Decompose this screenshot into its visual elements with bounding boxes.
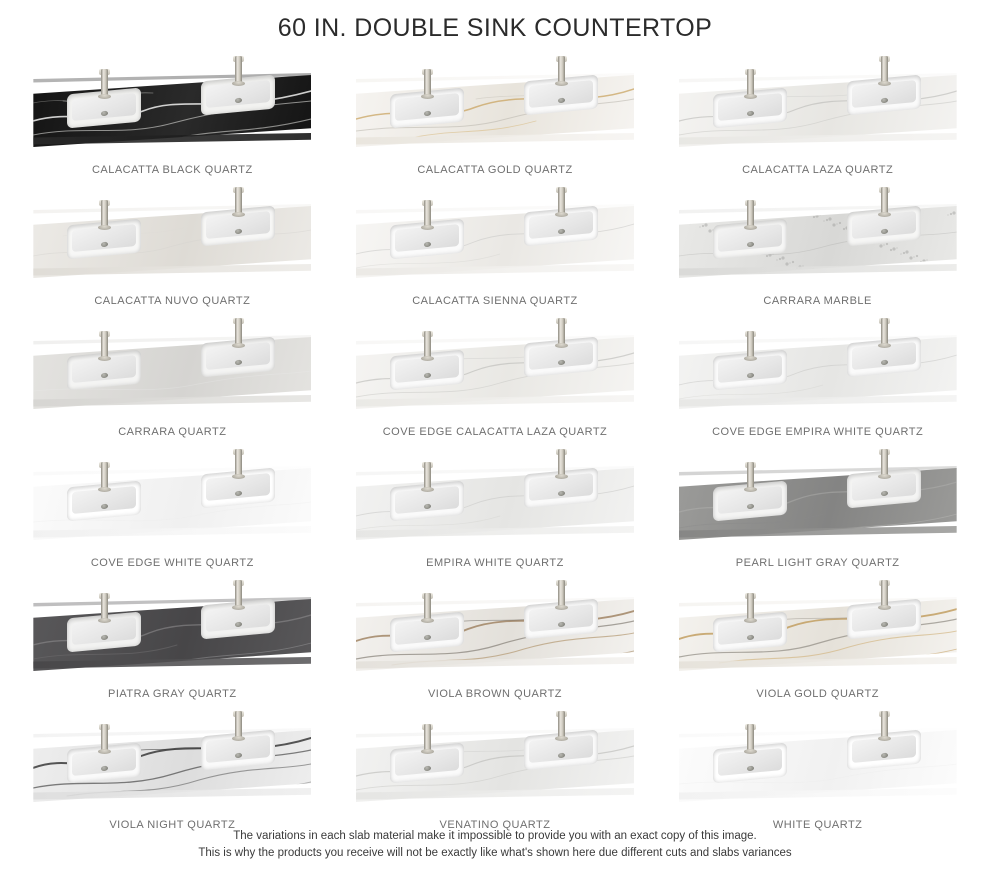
product-cell[interactable]	[14, 714, 331, 845]
product-label: CALACATTA BLACK QUARTZ	[91, 164, 253, 176]
countertop-thumbnail[interactable]	[679, 192, 957, 292]
drain-icon	[880, 490, 887, 496]
countertop-render	[679, 192, 957, 292]
product-cell[interactable]	[14, 321, 331, 452]
product-label: CALACATTA SIENNA QUARTZ	[412, 295, 578, 307]
product-label: COVE EDGE CALACATTA LAZA QUARTZ	[382, 426, 608, 438]
faucet-right-icon	[233, 711, 244, 741]
drain-icon	[880, 228, 887, 234]
page-title: 60 IN. DOUBLE SINK COUNTERTOP	[277, 14, 713, 42]
countertop-thumbnail[interactable]	[356, 61, 634, 161]
countertop-render	[356, 454, 634, 554]
product-cell[interactable]	[659, 452, 976, 583]
drain-icon	[746, 634, 753, 640]
countertop-render	[356, 585, 634, 685]
product-label: CALACATTA GOLD QUARTZ	[417, 164, 573, 176]
drain-icon	[880, 621, 887, 627]
faucet-right-icon	[556, 56, 567, 86]
product-cell[interactable]	[659, 583, 976, 714]
product-label: VENATINO QUARTZ	[439, 819, 551, 831]
product-cell[interactable]	[14, 583, 331, 714]
faucet-left-icon	[422, 724, 433, 754]
countertop-thumbnail[interactable]	[679, 61, 957, 161]
countertop-thumbnail[interactable]	[356, 192, 634, 292]
product-label: CARRARA MARBLE	[763, 295, 872, 307]
product-cell[interactable]	[659, 59, 976, 190]
drain-icon	[423, 241, 430, 247]
faucet-right-icon	[879, 56, 890, 86]
faucet-left-icon	[99, 593, 110, 623]
drain-icon	[880, 97, 887, 103]
faucet-left-icon	[422, 462, 433, 492]
countertop-render	[33, 585, 311, 685]
countertop-render	[356, 323, 634, 423]
countertop-thumbnail[interactable]	[356, 323, 634, 423]
faucet-right-icon	[233, 318, 244, 348]
drain-icon	[557, 490, 564, 496]
countertop-thumbnail[interactable]	[33, 192, 311, 292]
disclaimer	[0, 828, 990, 862]
product-cell[interactable]	[14, 59, 331, 190]
product-cell[interactable]	[14, 190, 331, 321]
countertop-thumbnail[interactable]	[679, 716, 957, 816]
faucet-left-icon	[422, 331, 433, 361]
drain-icon	[423, 110, 430, 116]
countertop-render	[33, 192, 311, 292]
countertop-thumbnail[interactable]	[33, 585, 311, 685]
faucet-left-icon	[745, 331, 756, 361]
faucet-left-icon	[745, 593, 756, 623]
countertop-thumbnail[interactable]	[679, 585, 957, 685]
countertop-render	[33, 323, 311, 423]
drain-icon	[746, 503, 753, 509]
countertop-thumbnail[interactable]	[33, 323, 311, 423]
product-label: VIOLA GOLD QUARTZ	[756, 688, 879, 700]
countertop-render	[33, 454, 311, 554]
faucet-right-icon	[879, 449, 890, 479]
countertop-render	[679, 454, 957, 554]
disclaimer-line-2: This is why the products you receive will not be exactly like what's shown here due different cuts and slabs variances	[198, 847, 792, 859]
countertop-thumbnail[interactable]	[679, 323, 957, 423]
product-label: VIOLA BROWN QUARTZ	[427, 688, 563, 700]
faucet-left-icon	[422, 593, 433, 623]
product-cell[interactable]	[14, 452, 331, 583]
drain-icon	[746, 765, 753, 771]
faucet-right-icon	[879, 711, 890, 741]
countertop-thumbnail[interactable]	[356, 716, 634, 816]
faucet-left-icon	[422, 69, 433, 99]
faucet-right-icon	[556, 580, 567, 610]
faucet-left-icon	[99, 69, 110, 99]
faucet-right-icon	[556, 711, 567, 741]
product-cell[interactable]	[659, 321, 976, 452]
countertop-render	[356, 192, 634, 292]
faucet-right-icon	[556, 187, 567, 217]
product-label: CALACATTA NUVO QUARTZ	[94, 295, 251, 307]
drain-icon	[746, 372, 753, 378]
drain-icon	[557, 228, 564, 234]
disclaimer-line-1: The variations in each slab material make it impossible to provide you with an exact copy of this image.	[233, 830, 757, 842]
product-label: CARRARA QUARTZ	[118, 426, 227, 438]
countertop-render	[679, 61, 957, 161]
countertop-thumbnail[interactable]	[33, 716, 311, 816]
product-label: COVE EDGE EMPIRA WHITE QUARTZ	[712, 426, 924, 438]
countertop-thumbnail[interactable]	[33, 61, 311, 161]
product-label: PEARL LIGHT GRAY QUARTZ	[735, 557, 900, 569]
faucet-right-icon	[879, 187, 890, 217]
product-label: EMPIRA WHITE QUARTZ	[426, 557, 564, 569]
countertop-render	[356, 716, 634, 816]
drain-icon	[557, 97, 564, 103]
drain-icon	[557, 752, 564, 758]
countertop-render	[679, 585, 957, 685]
faucet-left-icon	[745, 724, 756, 754]
drain-icon	[557, 621, 564, 627]
faucet-right-icon	[556, 449, 567, 479]
drain-icon	[746, 241, 753, 247]
faucet-left-icon	[745, 462, 756, 492]
product-label: VIOLA NIGHT QUARTZ	[109, 819, 236, 831]
product-label: PIATRA GRAY QUARTZ	[108, 688, 237, 700]
countertop-thumbnail[interactable]	[33, 454, 311, 554]
faucet-left-icon	[99, 462, 110, 492]
countertop-render	[33, 61, 311, 161]
drain-icon	[423, 634, 430, 640]
faucet-right-icon	[556, 318, 567, 348]
countertop-render	[33, 716, 311, 816]
drain-icon	[746, 110, 753, 116]
faucet-left-icon	[422, 200, 433, 230]
faucet-left-icon	[745, 69, 756, 99]
faucet-left-icon	[99, 200, 110, 230]
product-grid	[0, 59, 990, 845]
product-cell[interactable]	[337, 714, 654, 845]
countertop-render	[679, 323, 957, 423]
faucet-left-icon	[99, 331, 110, 361]
product-label: WHITE QUARTZ	[772, 819, 863, 831]
product-cell[interactable]	[659, 714, 976, 845]
drain-icon	[423, 503, 430, 509]
product-cell[interactable]	[337, 583, 654, 714]
faucet-right-icon	[879, 318, 890, 348]
drain-icon	[880, 359, 887, 365]
drain-icon	[423, 765, 430, 771]
countertop-thumbnail[interactable]	[356, 454, 634, 554]
drain-icon	[557, 359, 564, 365]
product-cell[interactable]	[337, 321, 654, 452]
drain-icon	[880, 752, 887, 758]
product-label: CALACATTA LAZA QUARTZ	[742, 164, 894, 176]
faucet-left-icon	[99, 724, 110, 754]
countertop-render	[679, 716, 957, 816]
faucet-right-icon	[233, 580, 244, 610]
product-cell[interactable]	[337, 59, 654, 190]
faucet-right-icon	[879, 580, 890, 610]
faucet-right-icon	[233, 56, 244, 86]
product-label: COVE EDGE WHITE QUARTZ	[90, 557, 254, 569]
product-cell[interactable]	[337, 452, 654, 583]
faucet-right-icon	[233, 449, 244, 479]
product-cell[interactable]	[337, 190, 654, 321]
product-cell[interactable]	[659, 190, 976, 321]
countertop-render	[356, 61, 634, 161]
countertop-thumbnail[interactable]	[356, 585, 634, 685]
drain-icon	[423, 372, 430, 378]
countertop-thumbnail[interactable]	[679, 454, 957, 554]
faucet-right-icon	[233, 187, 244, 217]
faucet-left-icon	[745, 200, 756, 230]
